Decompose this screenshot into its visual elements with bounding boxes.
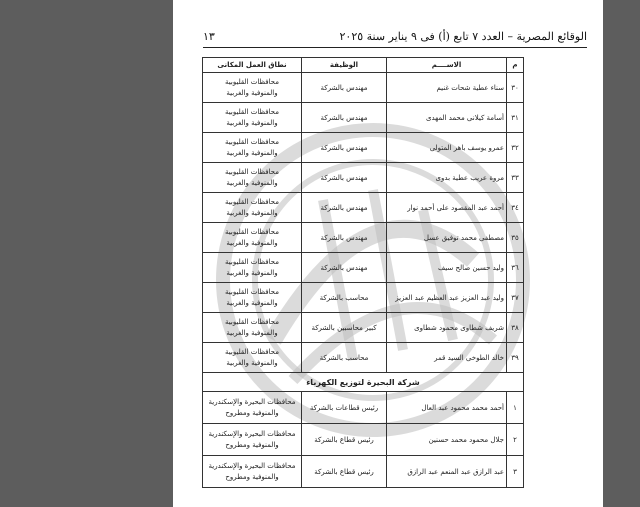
- row-number: ٣٤: [507, 193, 524, 223]
- area-line-1: محافظات البحيرة والإسكندرية: [208, 461, 296, 470]
- row-area: [203, 223, 302, 253]
- table-row: [203, 73, 524, 103]
- area-line-2: والمنوفية والغربية: [226, 148, 278, 157]
- header-title: الوقائع المصرية – العدد ٧ تابع (أ) فى ٩ يناير سنة ٢٠٢٥: [339, 29, 587, 43]
- table-row: [203, 343, 524, 373]
- area-line-2: والمنوفية والغربية: [226, 178, 278, 187]
- row-name: مروة عريب عطية بدوى: [387, 163, 507, 193]
- column-header-area: نطاق العمل المكانى: [203, 58, 302, 73]
- row-job: رئيس قطاع بالشركة: [302, 456, 387, 488]
- row-area: [203, 193, 302, 223]
- area-line-1: محافظات البحيرة والإسكندرية: [208, 429, 296, 438]
- row-job: مهندس بالشركة: [302, 133, 387, 163]
- table-row: [203, 223, 524, 253]
- section-header-row: [203, 373, 524, 392]
- area-line-2: والمنوفية ومطروح: [225, 408, 279, 417]
- row-job: مهندس بالشركة: [302, 223, 387, 253]
- area-line-1: محافظات القليوبية: [225, 287, 279, 296]
- row-number: ٣٥: [507, 223, 524, 253]
- row-name: عبد الرازق عبد المنعم عبد الرازق: [387, 456, 507, 488]
- area-line-2: والمنوفية والغربية: [226, 238, 278, 247]
- column-header-job: الوظيفة: [302, 58, 387, 73]
- area-line-2: والمنوفية ومطروح: [225, 472, 279, 481]
- row-job: مهندس بالشركة: [302, 103, 387, 133]
- document-page: [173, 0, 603, 507]
- row-job: كبير محاسبين بالشركة: [302, 313, 387, 343]
- row-name: أحمد عبد المقصود على أحمد نوار: [387, 193, 507, 223]
- row-number: ١: [507, 392, 524, 424]
- table-row: [203, 392, 524, 424]
- row-name: وليد حسين صالح سيف: [387, 253, 507, 283]
- area-line-1: محافظات القليوبية: [225, 317, 279, 326]
- row-area: [203, 163, 302, 193]
- table-row: [203, 133, 524, 163]
- area-line-2: والمنوفية والغربية: [226, 298, 278, 307]
- table-row: [203, 253, 524, 283]
- row-number: ٣٩: [507, 343, 524, 373]
- area-line-1: محافظات القليوبية: [225, 107, 279, 116]
- table-row: [203, 163, 524, 193]
- row-number: ٣: [507, 456, 524, 488]
- table-header-row: [203, 58, 524, 73]
- table-row: [203, 424, 524, 456]
- row-name: خالد الطوخى السيد قمر: [387, 343, 507, 373]
- row-area: [203, 424, 302, 456]
- area-line-2: والمنوفية والغربية: [226, 208, 278, 217]
- row-number: ٣٠: [507, 73, 524, 103]
- row-name: وليد عبد العزيز عبد العظيم عبد العزيز: [387, 283, 507, 313]
- row-job: محاسب بالشركة: [302, 283, 387, 313]
- row-job: مهندس بالشركة: [302, 163, 387, 193]
- area-line-1: محافظات القليوبية: [225, 197, 279, 206]
- area-line-2: والمنوفية ومطروح: [225, 440, 279, 449]
- row-name: سناء عطية شحات غنيم: [387, 73, 507, 103]
- table-row: [203, 283, 524, 313]
- row-number: ٣٦: [507, 253, 524, 283]
- row-area: [203, 103, 302, 133]
- row-job: مهندس بالشركة: [302, 193, 387, 223]
- area-line-1: محافظات القليوبية: [225, 227, 279, 236]
- table-row: [203, 193, 524, 223]
- row-name: مصطفى محمد توفيق عسل: [387, 223, 507, 253]
- area-line-2: والمنوفية والغربية: [226, 88, 278, 97]
- area-line-2: والمنوفية والغربية: [226, 268, 278, 277]
- row-number: ٣٧: [507, 283, 524, 313]
- area-line-2: والمنوفية والغربية: [226, 328, 278, 337]
- row-area: [203, 133, 302, 163]
- column-header-name: الاســــم: [387, 58, 507, 73]
- area-line-1: محافظات القليوبية: [225, 257, 279, 266]
- row-number: ٣١: [507, 103, 524, 133]
- row-area: [203, 73, 302, 103]
- area-line-1: محافظات القليوبية: [225, 77, 279, 86]
- row-name: أسامة كيلانى محمد المهدى: [387, 103, 507, 133]
- row-area: [203, 283, 302, 313]
- area-line-2: والمنوفية والغربية: [226, 358, 278, 367]
- area-line-1: محافظات القليوبية: [225, 137, 279, 146]
- personnel-table: [202, 57, 524, 488]
- row-name: جلال محمود محمد حسنين: [387, 424, 507, 456]
- row-job: محاسب بالشركة: [302, 343, 387, 373]
- row-name: شريف شطاوى محمود شطاوى: [387, 313, 507, 343]
- row-job: رئيس قطاعات بالشركة: [302, 392, 387, 424]
- area-line-1: محافظات القليوبية: [225, 167, 279, 176]
- row-number: ٣٣: [507, 163, 524, 193]
- column-header-number: م: [507, 58, 524, 73]
- section-title: شركة البحيرة لتوزيع الكهرباء: [203, 373, 524, 392]
- row-name: أحمد محمد محمود عبد العال: [387, 392, 507, 424]
- table-row: [203, 103, 524, 133]
- header-page-number: ١٣: [203, 29, 215, 43]
- row-area: [203, 343, 302, 373]
- row-number: ٢: [507, 424, 524, 456]
- table-row: [203, 456, 524, 488]
- header-divider: [203, 47, 587, 48]
- row-number: ٣٨: [507, 313, 524, 343]
- row-area: [203, 253, 302, 283]
- row-job: مهندس بالشركة: [302, 73, 387, 103]
- row-area: [203, 313, 302, 343]
- area-line-2: والمنوفية والغربية: [226, 118, 278, 127]
- row-area: [203, 392, 302, 424]
- row-job: مهندس بالشركة: [302, 253, 387, 283]
- page-header: [203, 28, 587, 44]
- row-job: رئيس قطاع بالشركة: [302, 424, 387, 456]
- area-line-1: محافظات القليوبية: [225, 347, 279, 356]
- table-row: [203, 313, 524, 343]
- row-number: ٣٢: [507, 133, 524, 163]
- area-line-1: محافظات البحيرة والإسكندرية: [208, 397, 296, 406]
- row-area: [203, 456, 302, 488]
- row-name: عمرو يوسف باهر المتولى: [387, 133, 507, 163]
